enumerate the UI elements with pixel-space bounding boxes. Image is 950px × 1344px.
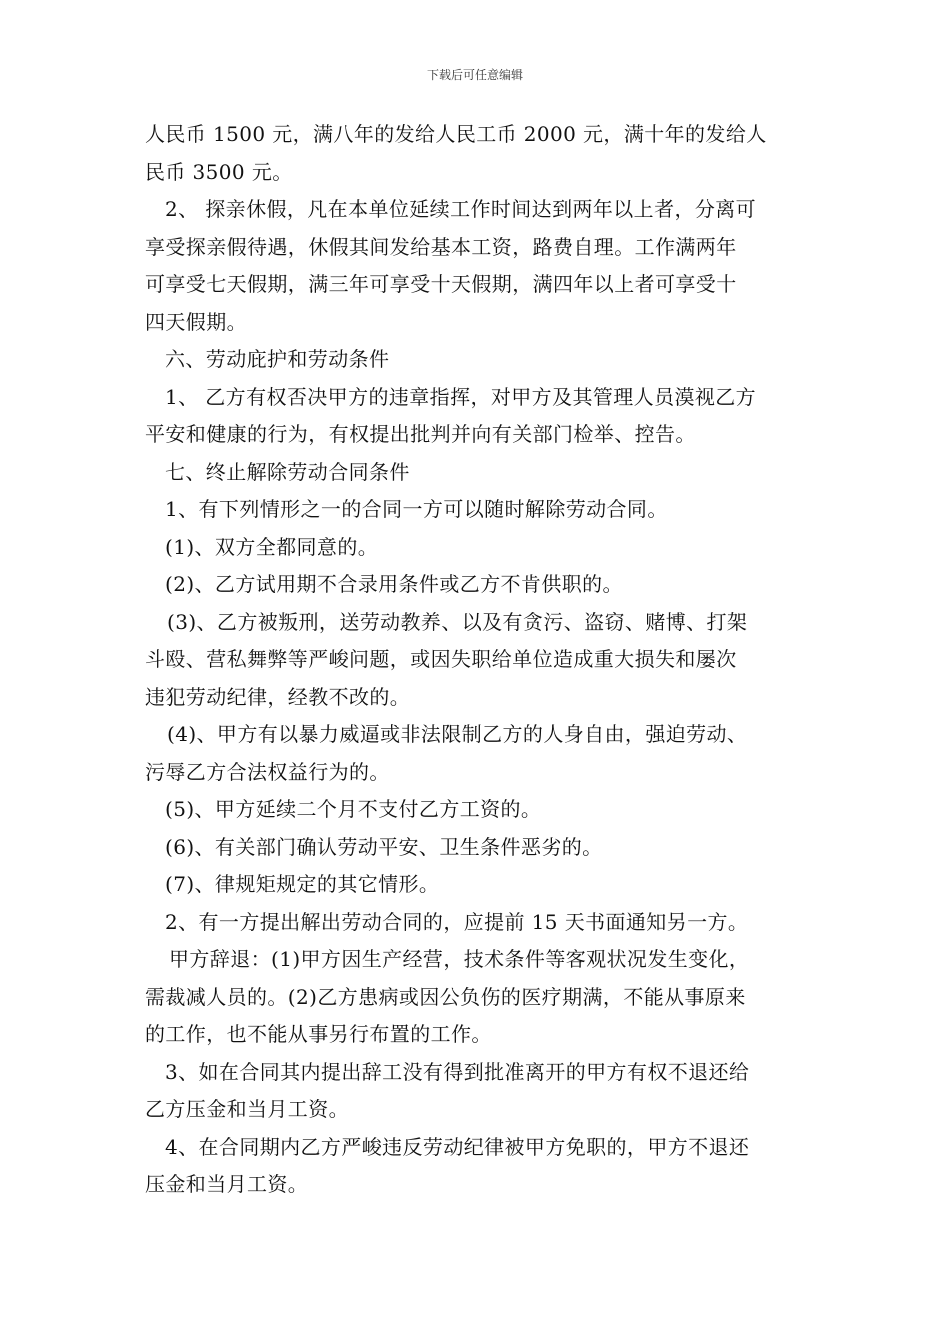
text-line: 平安和健康的行为，有权提出批判并向有关部门检举、控告。 xyxy=(145,422,696,446)
text-line: (6)、有关部门确认劳动平安、卫生条件恶劣的。 xyxy=(165,834,603,859)
text-line: 斗殴、营私舞弊等严峻问题，或因失职给单位造成重大损失和屡次 xyxy=(145,647,737,671)
text-line: (3)、乙方被叛刑，送劳动教养、以及有贪污、盗窃、赌博、打架 xyxy=(167,609,748,634)
text-line: (4)、甲方有以暴力威逼或非法限制乙方的人身自由，强迫劳动、 xyxy=(167,722,748,746)
text-line: (1)、双方全都同意的。 xyxy=(165,534,379,559)
text-line: 人民币 1500 元，满八年的发给人民工币 2000 元，满十年的发给人 xyxy=(145,122,767,146)
text-line: 1、 乙方有权否决甲方的违章指挥，对甲方及其管理人员漠视乙方 xyxy=(165,384,757,409)
text-line: 需裁减人员的。(2)乙方患病或因公负伤的医疗期满，不能从事原来 xyxy=(145,984,746,1009)
text-line: 违犯劳动纪律，经教不改的。 xyxy=(145,684,411,709)
text-line: 民币 3500 元。 xyxy=(145,159,293,184)
text-line: (7)、律规矩规定的其它情形。 xyxy=(165,872,440,896)
text-line: 甲方辞退：(1)甲方因生产经营，技术条件等客观状况发生变化， xyxy=(169,947,750,971)
text-line: 七、终止解除劳动合同条件 xyxy=(165,459,410,484)
text-line: 六、劳动庇护和劳动条件 xyxy=(165,347,390,371)
text-line: 乙方压金和当月工资。 xyxy=(145,1097,349,1121)
text-line: 污辱乙方合法权益行为的。 xyxy=(145,759,390,784)
text-line: 可享受七天假期，满三年可享受十天假期，满四年以上者可享受十 xyxy=(145,272,737,296)
text-line: 2、有一方提出解出劳动合同的，应提前 15 天书面通知另一方。 xyxy=(165,909,749,934)
text-line: 享受探亲假待遇，休假其间发给基本工资，路费自理。工作满两年 xyxy=(145,234,737,259)
page-header: 下载后可任意编辑 xyxy=(426,68,523,82)
text-line: 2、 探亲休假，凡在本单位延续工作时间达到两年以上者，分离可 xyxy=(165,197,757,221)
text-line: 4、在合同期内乙方严峻违反劳动纪律被甲方免职的，甲方不退还 xyxy=(165,1134,750,1159)
text-line: 3、如在合同其内提出辞工没有得到批准离开的甲方有权不退还给 xyxy=(165,1059,750,1084)
text-line: 四天假期。 xyxy=(145,309,247,334)
document-body xyxy=(145,116,810,1204)
text-line: 1、有下列情形之一的合同一方可以随时解除劳动合同。 xyxy=(165,497,668,521)
text-line: (2)、乙方试用期不合录用条件或乙方不肯供职的。 xyxy=(165,572,623,596)
text-line: 的工作，也不能从事另行布置的工作。 xyxy=(145,1022,492,1046)
text-line: 压金和当月工资。 xyxy=(145,1172,309,1196)
text-line: (5)、甲方延续二个月不支付乙方工资的。 xyxy=(165,797,542,821)
